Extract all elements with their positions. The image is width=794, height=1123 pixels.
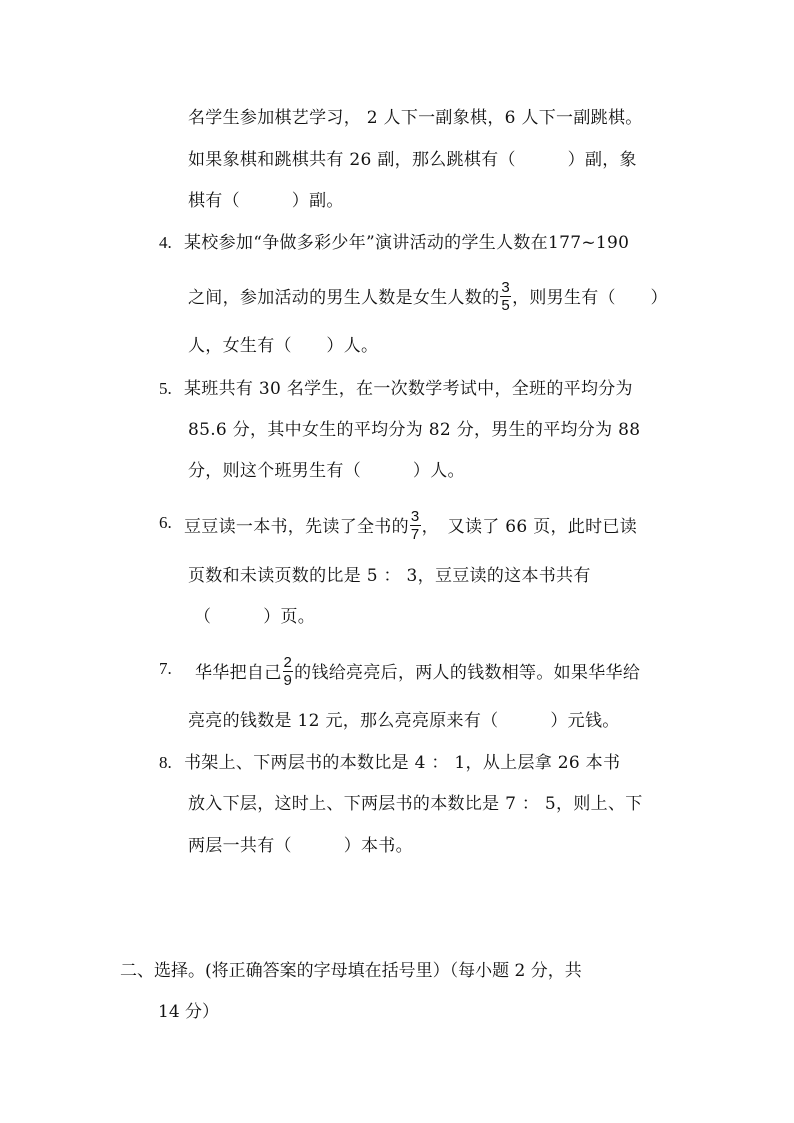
section-2-heading: 二、选择。(将正确答案的字母填在括号里）（每小题 2 分，共: [120, 961, 582, 981]
q7-number: 7.: [159, 659, 172, 678]
q6-line-2: 页数和未读页数的比是 5 ： 3，豆豆读的这本书共有: [188, 566, 591, 586]
q5-line-2: 85.6 分，其中女生的平均分为 82 分，男生的平均分为 88: [188, 420, 641, 440]
q8-line-1: 书架上、下两层书的本数比是 4 ： 1，从上层拿 26 本书: [184, 753, 621, 773]
q3-line-1: 名学生参加棋艺学习， 2 人下一副象棋，6 人下一副跳棋。: [188, 108, 643, 128]
q6-fraction-denominator: 7: [410, 526, 420, 543]
q4-fraction: [500, 280, 511, 313]
q4-line-1: 某校参加“争做多彩少年”演讲活动的学生人数在177~190: [184, 233, 630, 253]
q6-line-3: （ ）页。: [194, 607, 316, 627]
q6-line-1-pre: 豆豆读一本书，先读了全书的: [184, 517, 409, 537]
q4-fraction-numerator: 3: [501, 279, 511, 296]
q7-line-2: 亮亮的钱数是 12 元，那么亮亮原来有（ ）元钱。: [188, 711, 620, 731]
q8-line-3: 两层一共有（ ）本书。: [188, 836, 413, 856]
q7-fraction: [283, 655, 294, 688]
q6-fraction: [410, 509, 421, 542]
q5-line-1: 某班共有 30 名学生，在一次数学考试中，全班的平均分为: [184, 379, 633, 399]
q4-number: 4.: [159, 233, 172, 252]
section-2-heading-cont: 14 分）: [158, 1002, 220, 1022]
q4-line-2-post: ，则男生有（ ）: [512, 288, 668, 308]
q5-line-3: 分，则这个班男生有（ ）人。: [188, 461, 465, 481]
q4-line-2-pre: 之间，参加活动的男生人数是女生人数的: [188, 288, 500, 308]
q7-line-1-post: 的钱给亮亮后，两人的钱数相等。如果华华给: [294, 663, 641, 683]
q5-number: 5.: [159, 379, 172, 398]
q6-fraction-numerator: 3: [410, 508, 420, 525]
q7-line-1-pre: 华华把自己: [195, 663, 282, 683]
q4-line-2: [188, 279, 668, 315]
q6-line-1: [184, 508, 638, 544]
q7-fraction-denominator: 9: [283, 672, 293, 689]
q7-fraction-numerator: 2: [283, 654, 293, 671]
q3-line-2: 如果象棋和跳棋共有 26 副，那么跳棋有（ ）副，象: [188, 150, 637, 170]
q8-line-2: 放入下层，这时上、下两层书的本数比是 7 ： 5，则上、下: [188, 794, 643, 814]
q4-fraction-denominator: 5: [501, 297, 511, 314]
q6-number: 6.: [159, 513, 172, 532]
q4-line-3: 人，女生有（ ）人。: [188, 336, 379, 356]
q3-line-3: 棋有（ ）副。: [188, 191, 344, 211]
q8-number: 8.: [159, 753, 172, 772]
q6-line-1-post: ， 又读了 66 页，此时已读: [421, 517, 638, 537]
q7-line-1: [195, 654, 641, 690]
